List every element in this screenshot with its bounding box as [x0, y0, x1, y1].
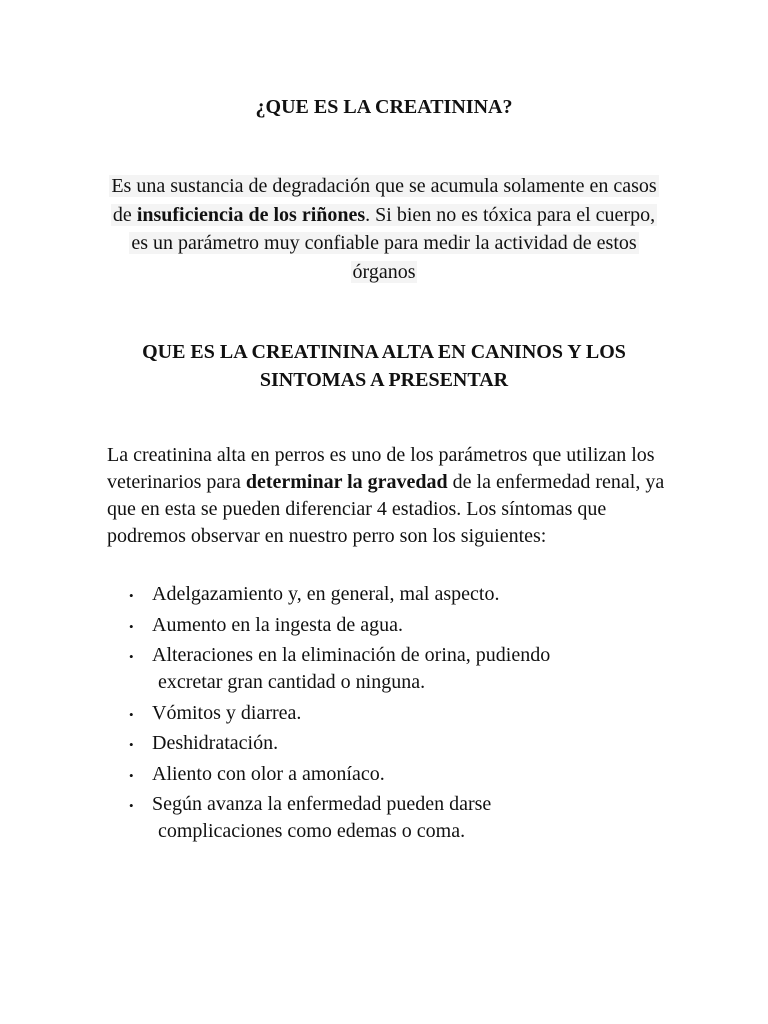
list-item: [129, 761, 669, 788]
intro-text-part1: Es una sustancia de degradación que se acumula solamente en casos de: [111, 175, 657, 226]
symptom-text: Alteraciones en la eliminación de orina, pudiendo: [152, 644, 551, 666]
body-bold-text: determinar la gravedad: [245, 471, 448, 493]
bullet-icon: •: [129, 706, 134, 722]
list-item: [129, 791, 669, 845]
symptom-text: Vómitos y diarrea.: [152, 701, 302, 724]
intro-text-part2: . Si bien no es tóxica para el cuerpo, es un parámetro muy confiable para medir la actividad de estos órganos: [131, 203, 656, 283]
bullet-icon: •: [129, 588, 134, 603]
intro-bold-text: insuficiencia de los riñones: [136, 203, 366, 226]
bullet-icon: •: [129, 618, 134, 634]
body-paragraph: [107, 442, 667, 550]
body-text-part1: La creatinina alta en perros es uno de los parámetros que utilizan los veterinarios para: [107, 444, 655, 493]
section1-title: ¿QUE ES LA CREATININA?: [255, 96, 513, 118]
intro-paragraph: [104, 172, 664, 286]
bullet-icon: •: [129, 767, 134, 783]
list-item: [129, 730, 669, 757]
bullet-icon: •: [129, 737, 134, 752]
intro-highlight: [109, 175, 658, 283]
symptom-text: Aumento en la ingesta de agua.: [152, 613, 404, 636]
symptom-text-continuation: excretar gran cantidad o ninguna.: [158, 671, 426, 693]
list-item: [129, 642, 669, 696]
list-item: [129, 700, 669, 727]
symptom-text: Deshidratación.: [152, 732, 279, 754]
symptom-text: Adelgazamiento y, en general, mal aspecto.: [152, 583, 500, 605]
symptom-text: Aliento con olor a amoníaco.: [152, 762, 385, 785]
symptom-text: Según avanza la enfermedad pueden darse: [152, 793, 492, 815]
section2-title: QUE ES LA CREATININA ALTA EN CANINOS Y LOS SINTOMAS A PRESENTAR: [142, 341, 626, 391]
symptom-text-continuation: complicaciones como edemas o coma.: [158, 820, 466, 842]
list-item: [129, 581, 669, 608]
bullet-icon: •: [129, 649, 134, 664]
bullet-icon: •: [129, 798, 134, 813]
list-item: [129, 612, 669, 639]
symptoms-list: [129, 581, 669, 849]
body-text-part2: de la enfermedad renal, ya que en esta se pueden diferenciar 4 estadios. Los síntomas que podremos observar en nuestro perro son los siguientes:: [107, 471, 665, 547]
